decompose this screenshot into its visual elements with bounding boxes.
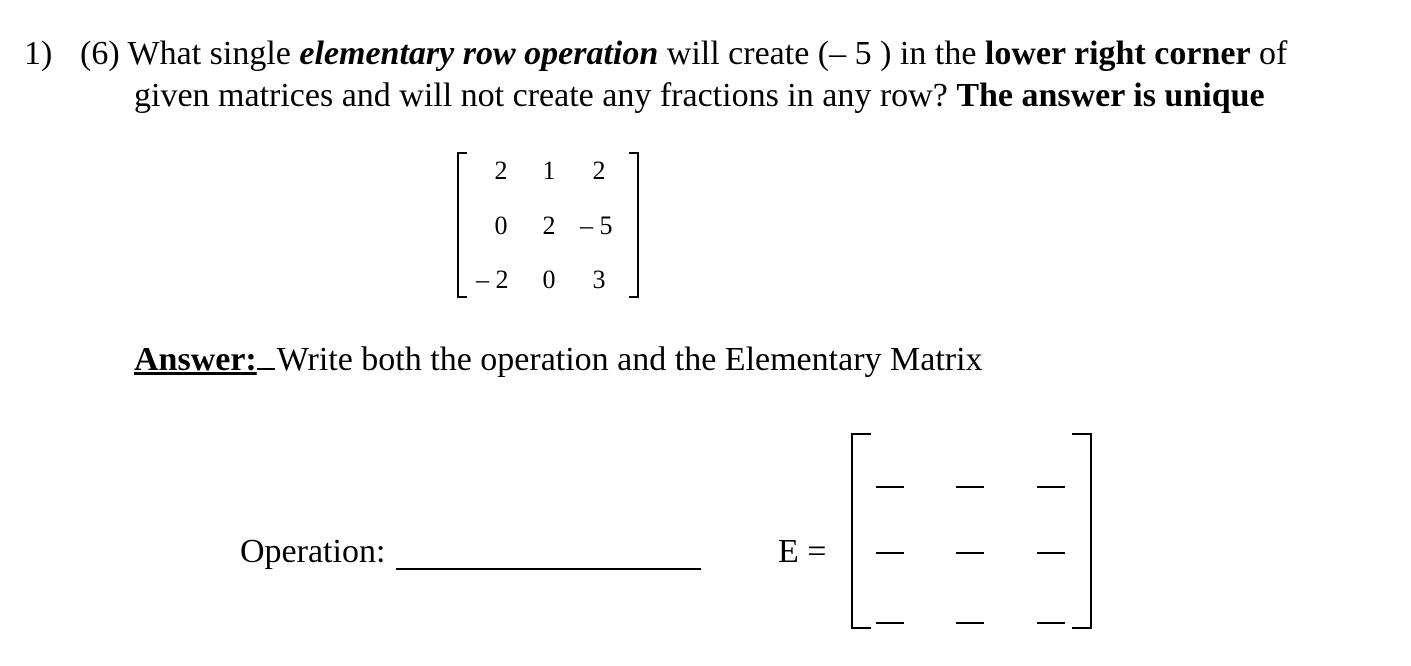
matrix-entry-blank[interactable]: [956, 622, 984, 624]
question-unique-note: The answer is unique: [956, 77, 1265, 114]
elementary-matrix-left-bracket: [851, 433, 871, 629]
question-line-2: [134, 76, 1265, 116]
matrix-cell: 0: [494, 211, 508, 240]
elementary-matrix-label: E =: [778, 533, 827, 570]
question-text-part: will create (– 5 ) in the: [658, 35, 985, 72]
matrix-cell: 2: [494, 156, 508, 185]
answer-underline: [257, 340, 275, 370]
answer-instruction: [134, 340, 983, 380]
matrix-cell: 2: [542, 211, 556, 240]
matrix-cell: – 2: [476, 265, 509, 294]
question-text-part: given matrices and will not create any fractions in any row?: [134, 77, 957, 114]
matrix-entry-blank[interactable]: [876, 622, 904, 624]
matrix-entry-blank[interactable]: [1037, 622, 1065, 624]
matrix-left-bracket: [457, 152, 467, 298]
question-emphasis-operation: elementary row operation: [299, 35, 659, 72]
matrix-entry-blank[interactable]: [956, 486, 984, 488]
matrix-entry-blank[interactable]: [1037, 486, 1065, 488]
question-emphasis-corner: lower right corner: [984, 35, 1251, 72]
operation-label: Operation:: [240, 533, 386, 570]
question-text-part: (6) What single: [80, 35, 300, 72]
matrix-cell: 0: [542, 265, 556, 294]
question-text-part: of: [1250, 35, 1288, 72]
answer-label: Answer:: [134, 341, 257, 378]
matrix-entry-blank[interactable]: [876, 552, 904, 554]
matrix-cell: 1: [542, 156, 556, 185]
matrix-cell: – 5: [580, 211, 613, 240]
question-number: 1): [24, 35, 53, 72]
operation-answer-blank[interactable]: [396, 568, 701, 570]
matrix-cell: 3: [592, 265, 606, 294]
matrix-entry-blank[interactable]: [1037, 552, 1065, 554]
answer-instruction-text: Write both the operation and the Elementary Matrix: [276, 341, 983, 378]
question-line-1: [24, 34, 1287, 74]
matrix-entry-blank[interactable]: [956, 552, 984, 554]
matrix-entry-blank[interactable]: [876, 486, 904, 488]
matrix-cell: 2: [592, 156, 606, 185]
elementary-matrix-right-bracket: [1072, 433, 1092, 629]
